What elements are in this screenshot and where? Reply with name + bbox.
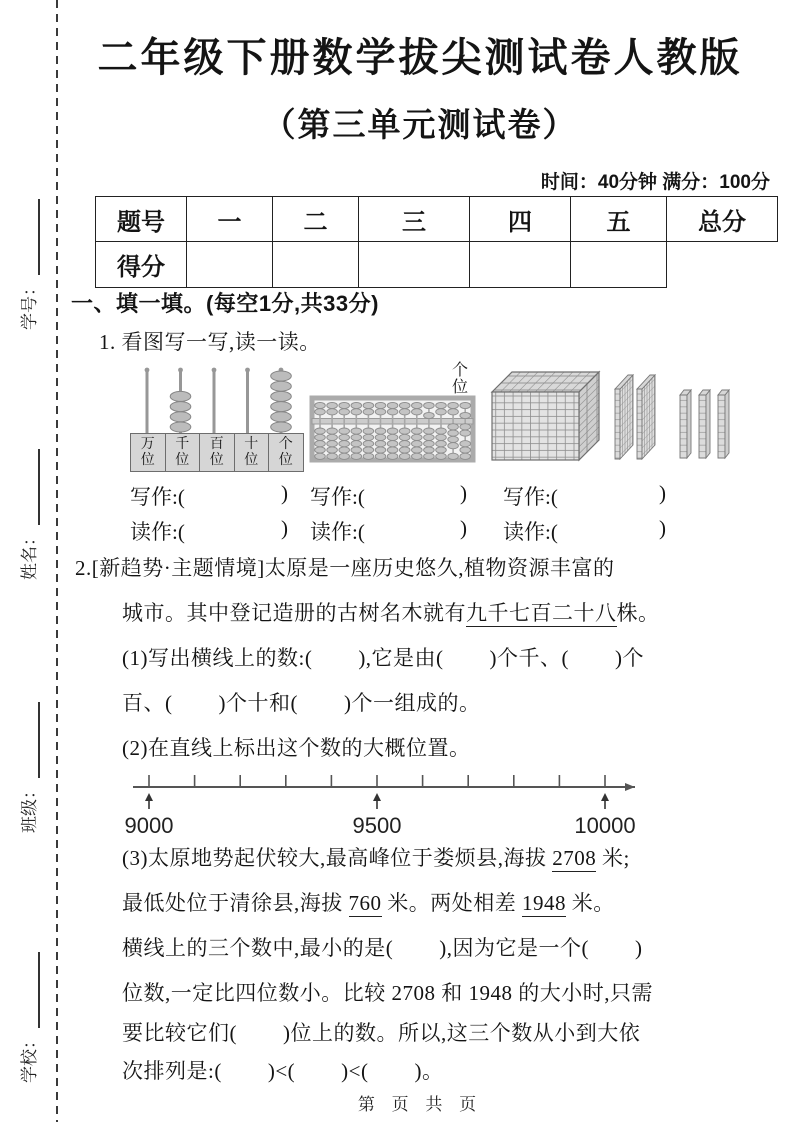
counter-figure bbox=[130, 363, 302, 473]
underlined-number: 1948 bbox=[522, 891, 566, 915]
question-2-1-line: (1)写出横线上的数:( ),它是由( )个千、( )个 bbox=[122, 646, 645, 670]
class-label: 班级： bbox=[20, 782, 39, 833]
place-label: 百位 bbox=[209, 436, 224, 468]
write-as-row bbox=[70, 481, 770, 511]
paren-close: ) bbox=[659, 516, 666, 540]
read-as-row bbox=[70, 516, 770, 546]
paren-close: ) bbox=[460, 481, 467, 505]
student-id-blank bbox=[20, 199, 40, 275]
score-header-cell: 一 bbox=[187, 197, 273, 242]
score-table-header-row bbox=[96, 197, 778, 242]
question-2-3-line bbox=[122, 843, 630, 873]
score-row-label: 得分 bbox=[96, 242, 187, 288]
number-line-label: 10000 bbox=[574, 813, 636, 838]
score-cell bbox=[273, 242, 359, 288]
place-box bbox=[234, 433, 270, 472]
paren-close: ) bbox=[659, 481, 666, 505]
question-2-1-line: 百、( )个十和( )个一组成的。 bbox=[122, 691, 481, 715]
paren-close: ) bbox=[281, 481, 288, 505]
sidebar-field-class bbox=[14, 663, 40, 833]
number-line bbox=[95, 757, 685, 839]
read-as-label: 读作:( bbox=[503, 520, 558, 544]
write-as-blank bbox=[130, 481, 288, 511]
place-label: 万位 bbox=[140, 436, 155, 468]
abacus-figure bbox=[306, 360, 481, 468]
paren-close: ) bbox=[460, 516, 467, 540]
score-table bbox=[95, 196, 778, 288]
student-id-label: 学号： bbox=[20, 279, 39, 330]
hundred-flats-and-ten-rods bbox=[615, 375, 729, 459]
write-as-label: 写作:( bbox=[130, 485, 185, 509]
score-header-cell: 总分 bbox=[667, 197, 778, 242]
question-2-2-line: (2)在直线上标出这个数的大概位置。 bbox=[122, 736, 471, 760]
sidebar-field-school bbox=[14, 913, 40, 1083]
score-table-score-row bbox=[96, 242, 778, 288]
write-as-label: 写作:( bbox=[310, 485, 365, 509]
name-label: 姓名： bbox=[20, 529, 39, 580]
text-segment: 最低处位于清徐县,海拔 bbox=[122, 891, 349, 915]
score-cell bbox=[571, 242, 667, 288]
question-2-3-line: 位数,一定比四位数小。比较 2708 和 1948 的大小时,只需 bbox=[122, 981, 653, 1005]
text-segment: 株。 bbox=[616, 601, 660, 625]
score-header-cell: 二 bbox=[273, 197, 359, 242]
read-as-label: 读作:( bbox=[130, 520, 185, 544]
class-blank bbox=[20, 702, 40, 778]
counter-place-boxes bbox=[130, 433, 303, 472]
underlined-number: 760 bbox=[348, 891, 382, 915]
write-as-label: 写作:( bbox=[503, 485, 558, 509]
paren-close: ) bbox=[281, 516, 288, 540]
question-2-3-line: 次排列是:( )<( )<( )。 bbox=[122, 1059, 444, 1083]
thousand-cube bbox=[492, 372, 599, 460]
place-box bbox=[165, 433, 201, 472]
section-1-heading: 一、填一填。(每空1分,共33分) bbox=[71, 291, 379, 316]
number-line-pointers bbox=[145, 793, 609, 809]
score-cell bbox=[187, 242, 273, 288]
underlined-number-words: 九千七百二十八 bbox=[466, 601, 617, 625]
abacus-units-label: 个位 bbox=[451, 362, 468, 396]
score-header-cell: 题号 bbox=[96, 197, 187, 242]
dashed-separator bbox=[56, 0, 58, 1122]
read-as-label: 读作:( bbox=[310, 520, 365, 544]
read-as-blank bbox=[503, 516, 666, 546]
score-header-cell: 五 bbox=[571, 197, 667, 242]
score-cell bbox=[470, 242, 571, 288]
text-segment: (3)太原地势起伏较大,最高峰位于娄烦县,海拔 bbox=[122, 846, 553, 870]
place-label: 十位 bbox=[244, 436, 259, 468]
number-line-ticks bbox=[149, 775, 605, 787]
write-as-blank bbox=[503, 481, 666, 511]
school-blank bbox=[20, 952, 40, 1028]
place-box bbox=[199, 433, 235, 472]
school-label: 学校： bbox=[20, 1032, 39, 1083]
question-2-3-line: 横线上的三个数中,最小的是( ),因为它是一个( ) bbox=[122, 936, 643, 960]
place-box bbox=[130, 433, 166, 472]
question-2-line: 2.[新趋势·主题情境]太原是一座历史悠久,植物资源丰富的 bbox=[75, 556, 615, 580]
number-line-label: 9000 bbox=[124, 813, 174, 838]
question-2-3-line: 要比较它们( )位上的数。所以,这三个数从小到大依 bbox=[122, 1021, 641, 1045]
place-box bbox=[268, 433, 304, 472]
score-cell bbox=[359, 242, 470, 288]
question-1-text: 1. 看图写一写,读一读。 bbox=[99, 330, 321, 354]
place-label: 千位 bbox=[175, 436, 190, 468]
underlined-number: 2708 bbox=[552, 846, 597, 870]
text-segment: 城市。其中登记造册的古树名木就有 bbox=[122, 601, 466, 625]
page-title: 二年级下册数学拔尖测试卷人教版 bbox=[97, 36, 743, 80]
question-2-3-line bbox=[122, 888, 615, 918]
sidebar-field-student-id bbox=[14, 160, 40, 330]
text-segment: 米。 bbox=[566, 891, 615, 915]
sidebar-field-name bbox=[14, 410, 40, 580]
base-ten-blocks-figure bbox=[487, 362, 737, 470]
footer-page-label: 第 页 共 页 bbox=[357, 1095, 483, 1114]
page-subtitle: （第三单元测试卷） bbox=[262, 106, 578, 143]
question-2-line bbox=[122, 598, 660, 628]
text-segment: 米。两处相差 bbox=[381, 891, 522, 915]
exam-info: 时间：40分钟 满分：100分 bbox=[540, 172, 770, 193]
read-as-blank bbox=[130, 516, 288, 546]
place-label: 个位 bbox=[278, 436, 293, 468]
write-as-blank bbox=[310, 481, 467, 511]
number-line-label: 9500 bbox=[352, 813, 402, 838]
name-blank bbox=[20, 449, 40, 525]
text-segment: 米; bbox=[596, 846, 630, 870]
read-as-blank bbox=[310, 516, 467, 546]
counter-rods-and-beads bbox=[130, 363, 302, 435]
score-header-cell: 四 bbox=[470, 197, 571, 242]
score-header-cell: 三 bbox=[359, 197, 470, 242]
